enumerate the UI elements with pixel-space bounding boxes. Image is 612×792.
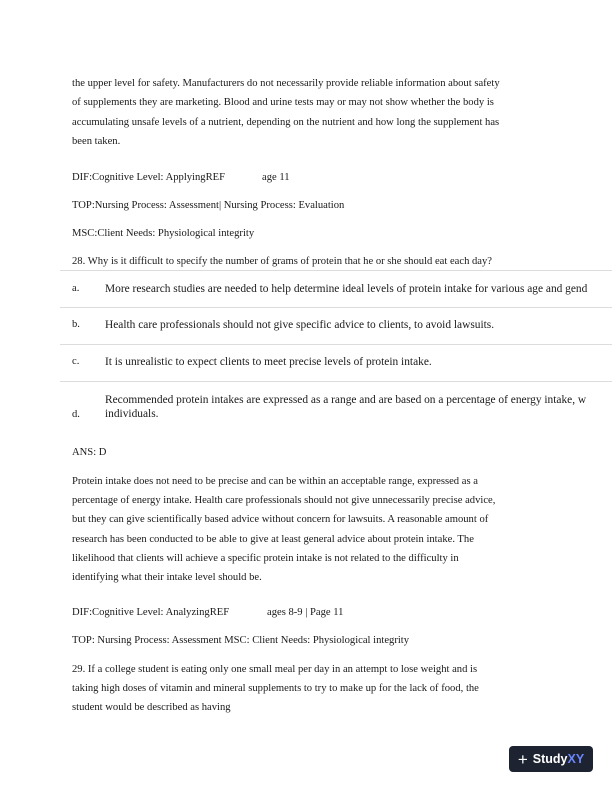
question-29-line-1: 29. If a college student is eating only one small meal per day in an attempt to lose weight and is: [72, 664, 478, 675]
rationale-line-4: research has been conducted to be able to give at least general advice about protein intake. The: [72, 534, 474, 545]
intro-line-3: accumulating unsafe levels of a nutrient, depending on the nutrient and how long the supplement has: [72, 117, 500, 128]
option-c-letter: c.: [72, 356, 80, 367]
answer: ANS: D: [72, 447, 107, 458]
option-a-letter: a.: [72, 283, 80, 294]
plus-icon: +: [517, 749, 528, 769]
option-d-text-line1: Recommended protein intakes are expressed as a range and are based on a percentage of energy intake, w: [105, 394, 587, 406]
brand-name: StudyXY: [532, 752, 585, 766]
rationale-line-1: Protein intake does not need to be precise and can be within an acceptable range, expressed as a: [72, 476, 478, 487]
intro-line-1: the upper level for safety. Manufacturers do not necessarily provide reliable information about safety: [72, 78, 500, 89]
difficulty-label: DIF:Cognitive Level: ApplyingREF: [72, 172, 226, 183]
studyxy-logo[interactable]: [509, 746, 593, 772]
topic-label: TOP:Nursing Process: Assessment| Nursing Process: Evaluation: [72, 200, 345, 211]
rationale-line-2: percentage of energy intake. Health care professionals should not give unnecessarily precise advice,: [72, 495, 496, 506]
option-divider: [60, 270, 612, 271]
page-reference: age 11: [262, 172, 290, 183]
question-29-line-3: student would be described as having: [72, 702, 231, 713]
page-reference: ages 8-9 | Page 11: [267, 607, 344, 618]
option-a-text: More research studies are needed to help determine ideal levels of protein intake for various age and gend: [105, 283, 588, 295]
option-b-letter: b.: [72, 319, 80, 330]
question-29-line-2: taking high doses of vitamin and mineral supplements to try to make up for the lack of food, the: [72, 683, 479, 694]
rationale-line-3: but they can give scientifically based advice without concern for lawsuits. A reasonable amount of: [72, 514, 489, 525]
option-divider: [60, 344, 612, 345]
option-d-text-line2: individuals.: [105, 408, 159, 420]
option-divider: [60, 381, 612, 382]
client-needs-label: MSC:Client Needs: Physiological integrity: [72, 228, 255, 239]
rationale-line-6: identifying what their intake level should be.: [72, 572, 262, 583]
topic-client-needs-label: TOP: Nursing Process: Assessment MSC: Client Needs: Physiological integrity: [72, 635, 410, 646]
option-divider: [60, 307, 612, 308]
rationale-line-5: likelihood that clients will achieve a specific protein intake is not related to the difficulty in: [72, 553, 459, 564]
intro-line-2: of supplements they are marketing. Blood and urine tests may or may not show whether the body is: [72, 97, 494, 108]
question-28: 28. Why is it difficult to specify the number of grams of protein that he or she should eat each day?: [72, 256, 493, 267]
option-c-text: It is unrealistic to expect clients to meet precise levels of protein intake.: [105, 356, 432, 368]
intro-line-4: been taken.: [72, 136, 121, 147]
option-d-letter: d.: [72, 409, 80, 420]
option-b-text: Health care professionals should not give specific advice to clients, to avoid lawsuits.: [105, 319, 495, 331]
difficulty-label: DIF:Cognitive Level: AnalyzingREF: [72, 607, 230, 618]
